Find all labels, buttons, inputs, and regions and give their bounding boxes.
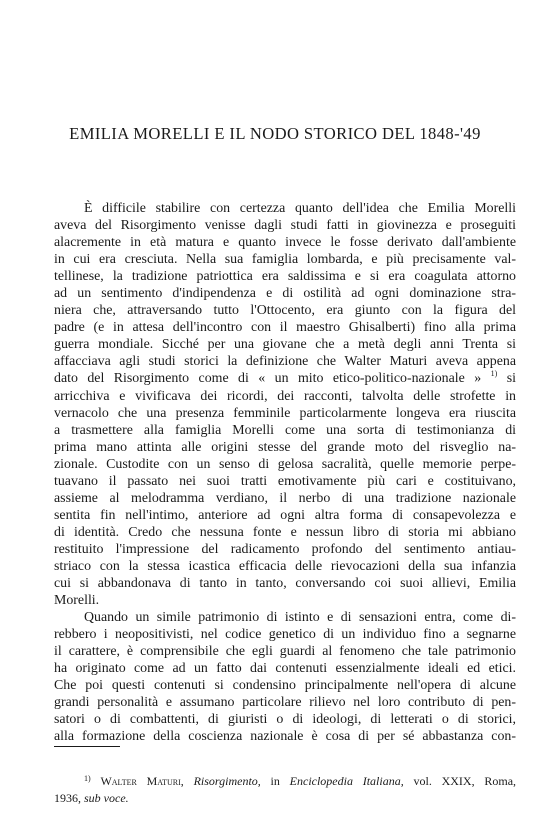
footnote-work: Risorgimento, [193, 774, 261, 788]
text-line: Quando un simile patrimonio di istinto e di sensazioni entra, come di- [84, 610, 516, 626]
footnote-suffix: sub voce. [84, 790, 129, 805]
text-line: zionale. Custodite con un senso di gelosa sacralità, quelle memorie perpe- [54, 456, 516, 472]
body-text [54, 200, 516, 746]
text-line: alacremente in età matura e quanto invece le fosse derivato dall'ambiente [54, 235, 516, 251]
text-line: guerra mondiale. Sicché per una giovane che a metà degli anni Trenta si [54, 337, 516, 353]
text-line: ha originato come ad un fatto dai contenuti essenzialmente ideali ed etici. [54, 661, 516, 677]
text-line-with-footnote [54, 370, 516, 387]
footnote-line [54, 771, 516, 790]
text-line: grandi personalità e assumano particolare rilievo nel loro contributo di pen- [54, 695, 516, 711]
page-title: EMILIA MORELLI E IL NODO STORICO DEL 1848-'49 [69, 124, 481, 143]
text-line: affacciava agli studi storici la definizione che Walter Maturi aveva appena [54, 354, 516, 370]
text-line: ad un sentimento d'indipendenza e di ostilità ad ogni dominazione stra- [54, 286, 516, 302]
text-line: tuavano il passato nei suoi tratti emotivamente più cari e costituivano, [54, 473, 516, 489]
text-line: prima mano attinta alle origini stesse del grande moto del risveglio na- [54, 439, 516, 455]
text-line: rebbero i neopositivisti, nel codice genetico di un individuo fino a segnarne [54, 627, 516, 643]
footnote-year: 1936, [54, 790, 81, 805]
footnote-mark: 1) [84, 774, 91, 783]
text-line: assieme al melodramma verdiano, il nerbo di una tradizione nazionale [54, 490, 516, 506]
text-line: striaco con la stessa icastica efficacia delle rievocazioni della sua infanzia [54, 558, 516, 574]
footnote-volume: vol. XXIX, Roma, [413, 774, 517, 788]
paragraph-1 [54, 200, 516, 609]
footnote-reference: 1) [490, 369, 498, 379]
text-line: aveva del Risorgimento venisse dagli studi fatti in giovinezza e proseguiti [54, 218, 516, 234]
text-line: sentita fin nell'intimo, anteriore ad ogni altra forma di consapevolezza e [54, 507, 516, 523]
text-line: Che poi questi contenuti si condensino principalmente nell'opera di alcune [54, 678, 516, 694]
text-segment: dato del Risorgimento come di « un mito etico-politico-nazionale » [54, 371, 482, 387]
text-line: niera che, attraversando tutto l'Ottocento, era giunto con la figura del [54, 303, 516, 319]
text-line: cui si abbandonava di tanto in tanto, conversando coi suoi allievi, Emilia [54, 576, 516, 592]
text-line: il carattere, è comprensibile che egli guardi al fenomeno che tale patrimonio [54, 644, 516, 660]
footnote-divider [54, 746, 120, 747]
text-line: a trasmettere alla famiglia Morelli come una sorta di testimonianza di [54, 422, 516, 438]
text-segment: si [506, 371, 516, 387]
text-line: vernacolo che una presenza femminile particolarmente longeva era riuscita [54, 405, 516, 421]
footnote-author: Walter Maturi, [100, 774, 184, 788]
footnote-encyclopedia: Enciclopedia Italiana, [289, 774, 404, 788]
text-line: restituito l'impressione del radicamento profondo del sentimento antiau- [54, 541, 516, 557]
footnote [54, 771, 516, 806]
text-line: in cui era cresciuta. Nella sua famiglia lombarda, e più precisamente val- [54, 252, 516, 268]
paragraph-2 [54, 609, 516, 745]
footnote-line [54, 790, 516, 807]
text-line: di identità. Credo che nessuna fonte e nessun libro di storia mi abbiano [54, 524, 516, 540]
text-line: satori o di combattenti, di giuristi o di ideologi, di letterati o di storici, [54, 712, 516, 728]
text-line: Morelli. [54, 593, 100, 609]
text-line: padre (e in attesa dell'incontro con il maestro Ghisalberti) fino alla prima [54, 320, 516, 336]
text-line: alla formazione della coscienza nazionale è cosa di per sé abbastanza con- [54, 729, 516, 745]
footnote-in: in [270, 774, 280, 788]
text-line: tellinese, la tradizione patriottica era saldissima e si era coagulata attorno [54, 269, 516, 285]
text-line: arricchiva e vivificava dei ricordi, dei racconti, talvolta delle strofette in [54, 388, 516, 404]
text-line: È difficile stabilire con certezza quanto dell'idea che Emilia Morelli [84, 201, 516, 216]
